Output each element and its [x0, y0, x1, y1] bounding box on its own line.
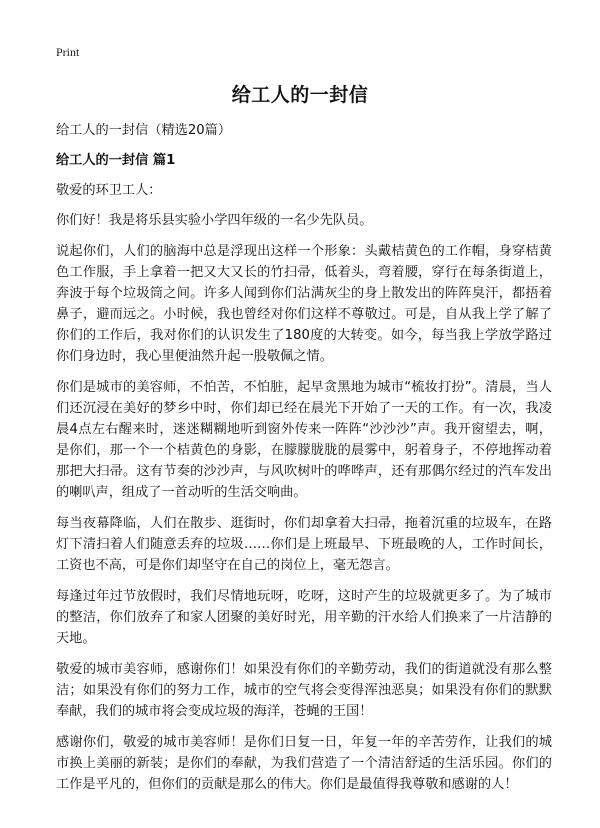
section-heading: 给工人的一封信 篇1	[56, 153, 176, 168]
print-link[interactable]: Print	[56, 45, 80, 59]
letter-paragraph-3: 你们是城市的美容师，不怕苦，不怕脏，起早贪黑地为城市“梳妆打扮”。清晨，当人们还沉浸在美好的梦乡中时，你们却已经在晨光下开始了一天的工作。有一次，我凌晨4点左右醒来时，迷迷糊糊地听到窗外传来一阵阵“沙沙沙”声。我开窗望去，啊，是你们，那一个一个桔黄色的身影，在朦朦胧胧的晨雾中，躬着身子，不停地挥动着那把大扫帚。这有节奏的沙沙声，与风吹树叶的哗哗声，还有那偶尔经过的汽车发出的喇叭声，组成了一首动听的生活交响曲。	[56, 380, 552, 500]
letter-paragraph-4: 每当夜幕降临，人们在散步、逛街时，你们却拿着大扫帚，拖着沉重的垃圾车，在路灯下清扫着人们随意丢弃的垃圾……你们是上班最早、下班最晚的人，工作时间长，工资也不高，可是你们却坚守在自己的岗位上，毫无怨言。	[56, 516, 552, 573]
letter-salutation: 敬爱的环卫工人：	[56, 183, 162, 198]
letter-paragraph-5: 每逢过年过节放假时，我们尽情地玩呀，吃呀，这时产生的垃圾就更多了。为了城市的整洁，你们放弃了和家人团聚的美好时光，用辛勤的汗水给人们换来了一片洁静的天地。	[56, 589, 552, 646]
document-subtitle: 给工人的一封信（精选20篇）	[56, 123, 232, 138]
document-body	[56, 120, 552, 805]
letter-paragraph-6: 敬爱的城市美容师，感谢你们！如果没有你们的辛勤劳动，我们的街道就没有那么整洁；如果没有你们的努力工作，城市的空气将会变得浑浊恶臭；如果没有你们的默默奉献，我们的城市将会变成垃圾的海洋，苍蝇的王国！	[56, 662, 552, 719]
letter-paragraph-1: 你们好！我是将乐县实验小学四年级的一名少先队员。	[56, 213, 373, 228]
page-title: 给工人的一封信	[231, 84, 369, 106]
letter-paragraph-7: 感谢你们，敬爱的城市美容师！是你们日复一日，年复一年的辛苦劳作，让我们的城市换上美丽的新装；是你们的奉献，为我们营造了一个清洁舒适的生活乐园。你们的工作是平凡的，但你们的贡献是那么的伟大。你们是最值得我尊敬和感谢的人！	[56, 735, 552, 792]
letter-paragraph-2: 说起你们，人们的脑海中总是浮现出这样一个形象：头戴桔黄色的工作帽，身穿桔黄色工作服，手上拿着一把又大又长的竹扫帚，低着头，弯着腰，穿行在每条街道上，奔波于每个垃圾筒之间。许多人闻到你们沾满灰尘的身上散发出的阵阵臭汗，都捂着鼻子，避而远之。小时候，我也曾经对你们这样不尊敬过。可是，自从我上学了解了你们的工作后，我对你们的认识发生了180度的大转变。如今，每当我上学放学路过你们身边时，我心里便油然升起一股敬佩之情。	[56, 244, 552, 364]
